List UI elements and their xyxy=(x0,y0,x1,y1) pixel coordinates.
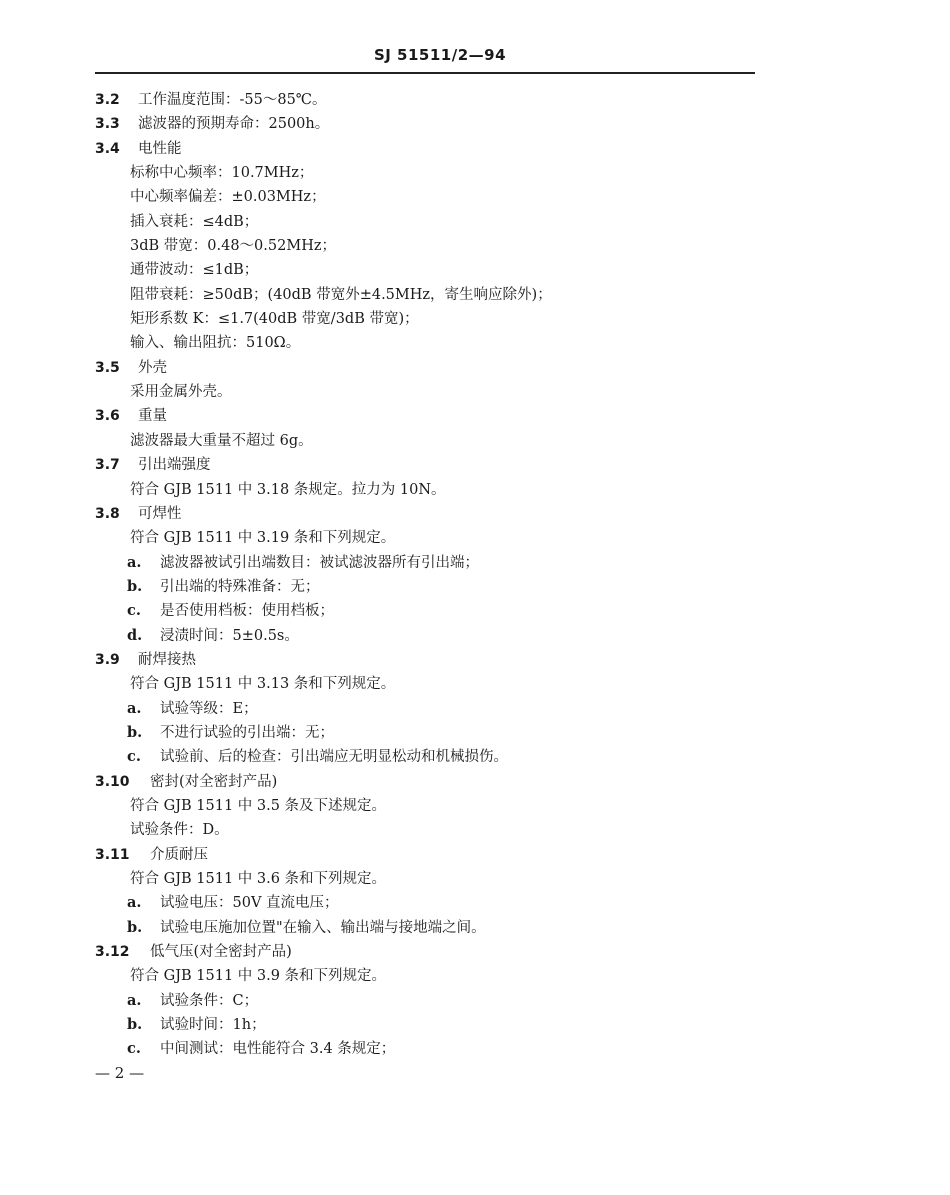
list-item xyxy=(0,745,950,769)
section-heading xyxy=(0,453,950,477)
list-item-text: 试验前、后的检查：引出端应无明显松动和机械损伤。 xyxy=(160,749,508,766)
paragraph-text: 符合 GJB 1511 中 3.18 条规定。拉力为 10N。 xyxy=(130,481,446,498)
list-item xyxy=(0,721,950,745)
paragraph-text: 插入衰耗：≤4dB； xyxy=(130,213,259,230)
section-number: 3.5 xyxy=(95,359,120,376)
list-item-text: 试验等级：E； xyxy=(160,700,258,717)
list-item xyxy=(0,989,950,1013)
paragraph-line xyxy=(0,867,950,891)
list-item-marker: a. xyxy=(127,991,142,1009)
section-title: 引出端强度 xyxy=(138,457,211,474)
paragraph-line xyxy=(0,331,950,355)
paragraph-text: 矩形系数 K：≤1.7(40dB 带宽/3dB 带宽)； xyxy=(130,311,419,328)
list-item xyxy=(0,599,950,623)
section-number: 3.11 xyxy=(95,846,130,863)
paragraph-line xyxy=(0,794,950,818)
section-heading xyxy=(0,502,950,526)
list-item xyxy=(0,624,950,648)
section-title: 重量 xyxy=(138,408,167,425)
section-title: 低气压(对全密封产品) xyxy=(150,944,292,961)
list-item-text: 是否使用档板：使用档板； xyxy=(160,603,334,620)
section-number: 3.12 xyxy=(95,944,130,961)
document-code-header: SJ 51511/2—94 xyxy=(373,46,507,64)
paragraph-text: 符合 GJB 1511 中 3.19 条和下列规定。 xyxy=(130,530,396,547)
section-heading xyxy=(0,356,950,380)
paragraph-line xyxy=(0,210,950,234)
section-title: 工作温度范围：-55～85℃。 xyxy=(138,92,327,108)
list-item-text: 试验电压施加位置"在输入、输出端与接地端之间。 xyxy=(160,919,486,936)
paragraph-line xyxy=(0,234,950,258)
paragraph-line xyxy=(0,161,950,185)
paragraph-text: 3dB 带宽：0.48～0.52MHz； xyxy=(130,238,336,255)
list-item-text: 试验条件：C； xyxy=(160,992,259,1009)
list-item xyxy=(0,1013,950,1037)
section-title: 可焊性 xyxy=(138,505,182,522)
list-item-marker: a. xyxy=(127,894,142,912)
paragraph-text: 滤波器最大重量不超过 6g。 xyxy=(130,432,313,449)
list-item-marker: c. xyxy=(127,748,141,766)
paragraph-line xyxy=(0,478,950,502)
list-item xyxy=(0,551,950,575)
section-number: 3.2 xyxy=(95,92,120,108)
section-number: 3.10 xyxy=(95,773,130,790)
page-number: — 2 — xyxy=(95,1064,145,1082)
section-heading xyxy=(0,770,950,794)
list-item-marker: c. xyxy=(127,602,141,620)
list-item-marker: d. xyxy=(127,626,143,644)
section-heading xyxy=(0,843,950,867)
section-title: 耐焊接热 xyxy=(138,651,196,668)
section-number: 3.9 xyxy=(95,651,120,668)
section-number: 3.3 xyxy=(95,116,120,133)
list-item xyxy=(0,575,950,599)
paragraph-text: 符合 GJB 1511 中 3.13 条和下列规定。 xyxy=(130,676,396,693)
list-item-marker: b. xyxy=(127,1016,143,1034)
section-heading xyxy=(0,648,950,672)
paragraph-text: 阻带衰耗：≥50dB；(40dB 带宽外±4.5MHz，寄生响应除外)； xyxy=(130,286,552,303)
paragraph-text: 输入、输出阻抗：510Ω。 xyxy=(130,335,301,352)
paragraph-text: 符合 GJB 1511 中 3.9 条和下列规定。 xyxy=(130,968,387,985)
list-item-marker: a. xyxy=(127,553,142,571)
list-item-text: 试验时间：1h； xyxy=(160,1017,266,1034)
section-heading xyxy=(0,112,950,136)
section-number: 3.8 xyxy=(95,505,120,522)
section-heading xyxy=(0,940,950,964)
paragraph-line xyxy=(0,964,950,988)
section-title: 密封(对全密封产品) xyxy=(150,773,278,790)
paragraph-line xyxy=(0,429,950,453)
paragraph-text: 标称中心频率：10.7MHz； xyxy=(130,165,314,182)
section-heading xyxy=(0,88,950,112)
list-item-text: 中间测试：电性能符合 3.4 条规定； xyxy=(160,1041,396,1058)
list-item-marker: b. xyxy=(127,577,143,595)
paragraph-line xyxy=(0,283,950,307)
paragraph-text: 符合 GJB 1511 中 3.6 条和下列规定。 xyxy=(130,871,387,887)
paragraph-text: 通带波动：≤1dB； xyxy=(130,262,259,279)
paragraph-line xyxy=(0,672,950,696)
paragraph-line xyxy=(0,818,950,842)
paragraph-line xyxy=(0,307,950,331)
paragraph-line xyxy=(0,526,950,550)
list-item-text: 不进行试验的引出端：无； xyxy=(160,724,334,741)
list-item xyxy=(0,697,950,721)
section-heading xyxy=(0,137,950,161)
section-title: 介质耐压 xyxy=(150,846,208,863)
section-title: 电性能 xyxy=(138,140,182,157)
list-item xyxy=(0,1037,950,1061)
paragraph-text: 中心频率偏差：±0.03MHz； xyxy=(130,189,326,206)
list-item-marker: a. xyxy=(127,699,142,717)
section-title: 外壳 xyxy=(138,359,167,376)
section-number: 3.7 xyxy=(95,457,120,474)
section-heading xyxy=(0,404,950,428)
list-item xyxy=(0,916,950,940)
paragraph-line xyxy=(0,258,950,282)
document-body xyxy=(0,88,950,1062)
list-item-text: 浸渍时间：5±0.5s。 xyxy=(160,627,299,644)
list-item xyxy=(0,891,950,915)
paragraph-text: 采用金属外壳。 xyxy=(130,384,232,401)
paragraph-line xyxy=(0,185,950,209)
section-number: 3.6 xyxy=(95,408,120,425)
list-item-text: 引出端的特殊准备：无； xyxy=(160,578,320,595)
header-rule xyxy=(95,72,755,74)
section-title: 滤波器的预期寿命：2500h。 xyxy=(138,116,330,133)
list-item-marker: b. xyxy=(127,918,143,936)
paragraph-line xyxy=(0,380,950,404)
list-item-marker: b. xyxy=(127,723,143,741)
list-item-text: 试验电压：50V 直流电压； xyxy=(160,895,339,912)
section-number: 3.4 xyxy=(95,140,120,157)
paragraph-text: 试验条件：D。 xyxy=(130,822,229,839)
paragraph-text: 符合 GJB 1511 中 3.5 条及下述规定。 xyxy=(130,797,387,814)
list-item-marker: c. xyxy=(127,1040,141,1058)
list-item-text: 滤波器被试引出端数目：被试滤波器所有引出端； xyxy=(160,554,479,571)
